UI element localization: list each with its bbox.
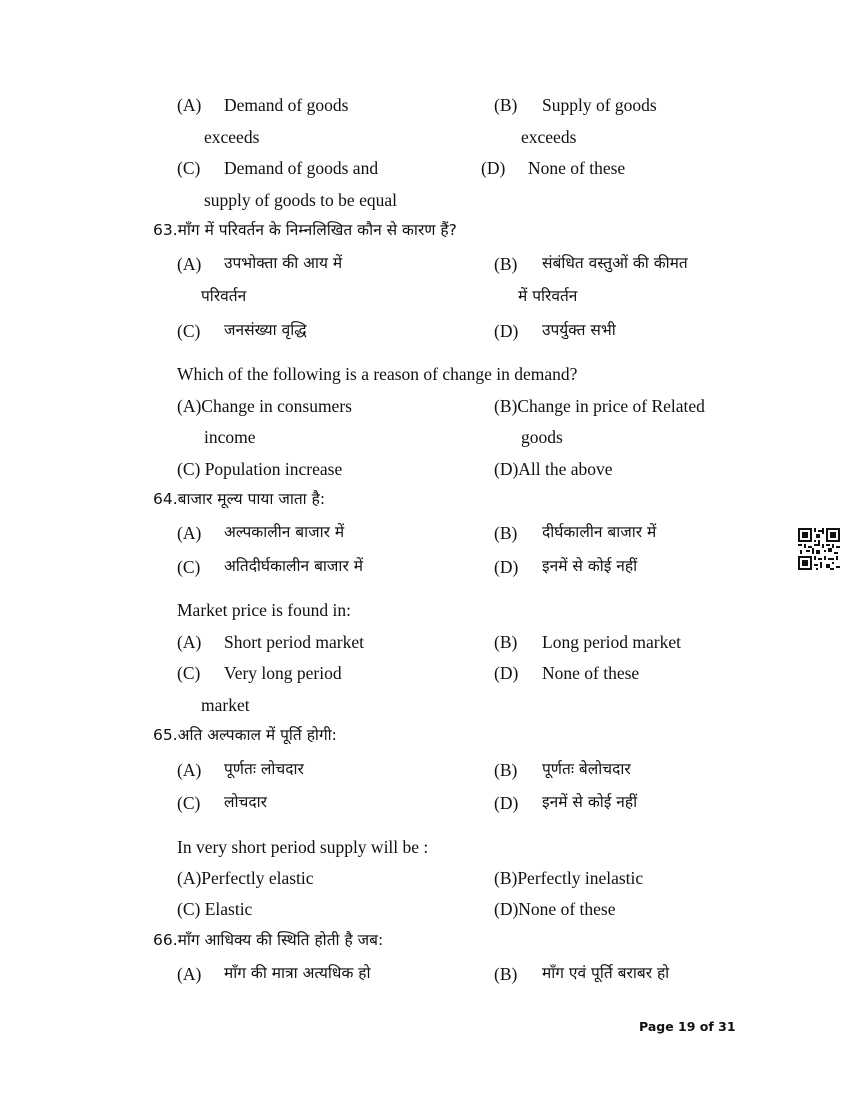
option-label: (D) xyxy=(494,663,519,683)
option-label: (A) xyxy=(177,95,202,115)
option-text: supply of goods to be equal xyxy=(204,190,397,210)
option-label: (C) xyxy=(177,557,201,577)
option-text: Short period market xyxy=(224,632,364,652)
option-label: (B) xyxy=(494,95,518,115)
option-text: Supply of goods xyxy=(542,95,657,115)
option-text: जनसंख्या वृद्धि xyxy=(224,321,307,339)
option-text: पूर्णतः लोचदार xyxy=(224,760,304,778)
question-hindi: 63.माँग में परिवर्तन के निम्नलिखित कौन से कारण हैं? xyxy=(153,221,457,239)
option-text: None of these xyxy=(528,158,626,178)
option-label: (C) xyxy=(177,321,201,341)
option-label: (B) xyxy=(494,254,518,274)
option-text: पूर्णतः बेलोचदार xyxy=(542,760,631,778)
option-label: (D) xyxy=(481,158,506,178)
option-label: (A) xyxy=(177,964,202,984)
option-text: उपर्युक्त सभी xyxy=(542,321,616,339)
option-text: income xyxy=(204,427,256,447)
option-label: (D) xyxy=(494,557,519,577)
option-text: (A)Change in consumers xyxy=(177,396,352,416)
option-text: अतिदीर्घकालीन बाजार में xyxy=(224,557,363,575)
option-text: (C) Elastic xyxy=(177,899,253,919)
option-text: दीर्घकालीन बाजार में xyxy=(542,523,657,541)
question-english: Which of the following is a reason of change in demand? xyxy=(177,364,578,384)
option-text: संबंधित वस्तुओं की कीमत xyxy=(542,254,688,272)
option-text: (C) Population increase xyxy=(177,459,343,479)
option-text: None of these xyxy=(542,663,640,683)
option-text: Long period market xyxy=(542,632,681,652)
option-label: (B) xyxy=(494,523,518,543)
option-text: इनमें से कोई नहीं xyxy=(542,793,638,811)
option-text: (B)Perfectly inelastic xyxy=(494,868,644,888)
option-label: (C) xyxy=(177,793,201,813)
option-label: (D) xyxy=(494,321,519,341)
option-text: उपभोक्ता की आय में xyxy=(224,254,343,272)
option-text: Demand of goods and xyxy=(224,158,379,178)
question-english: In very short period supply will be : xyxy=(177,837,429,857)
option-text: माँग एवं पूर्ति बराबर हो xyxy=(542,964,670,982)
option-label: (A) xyxy=(177,254,202,274)
question-hindi: 65.अति अल्पकाल में पूर्ति होगी: xyxy=(153,726,337,744)
question-hindi: 66.माँग आधिक्य की स्थिति होती है जब: xyxy=(153,931,384,949)
option-label: (B) xyxy=(494,632,518,652)
option-label: (A) xyxy=(177,632,202,652)
option-text: Very long period xyxy=(224,663,342,683)
option-text: market xyxy=(201,695,250,715)
option-label: (A) xyxy=(177,760,202,780)
option-text: माँग की मात्रा अत्यधिक हो xyxy=(224,964,371,982)
option-text: अल्पकालीन बाजार में xyxy=(224,523,345,541)
option-label: (C) xyxy=(177,663,201,683)
option-text: Demand of goods xyxy=(224,95,349,115)
option-text: exceeds xyxy=(204,127,260,147)
option-label: (D) xyxy=(494,793,519,813)
option-text: लोचदार xyxy=(224,793,267,811)
option-text: goods xyxy=(521,427,563,447)
option-label: (C) xyxy=(177,158,201,178)
question-hindi: 64.बाजार मूल्य पाया जाता है: xyxy=(153,490,326,508)
option-text: (B)Change in price of Related xyxy=(494,396,705,416)
option-text: (A)Perfectly elastic xyxy=(177,868,314,888)
option-label: (A) xyxy=(177,523,202,543)
option-text: exceeds xyxy=(521,127,577,147)
option-label: (B) xyxy=(494,964,518,984)
option-text: (D)All the above xyxy=(494,459,613,479)
page-number: Page 19 of 31 xyxy=(639,1019,736,1034)
question-english: Market price is found in: xyxy=(177,600,351,620)
option-text: (D)None of these xyxy=(494,899,616,919)
option-text: में परिवर्तन xyxy=(518,287,578,305)
option-text: परिवर्तन xyxy=(201,287,247,305)
option-label: (B) xyxy=(494,760,518,780)
qr-code-icon xyxy=(798,528,840,570)
option-text: इनमें से कोई नहीं xyxy=(542,557,638,575)
